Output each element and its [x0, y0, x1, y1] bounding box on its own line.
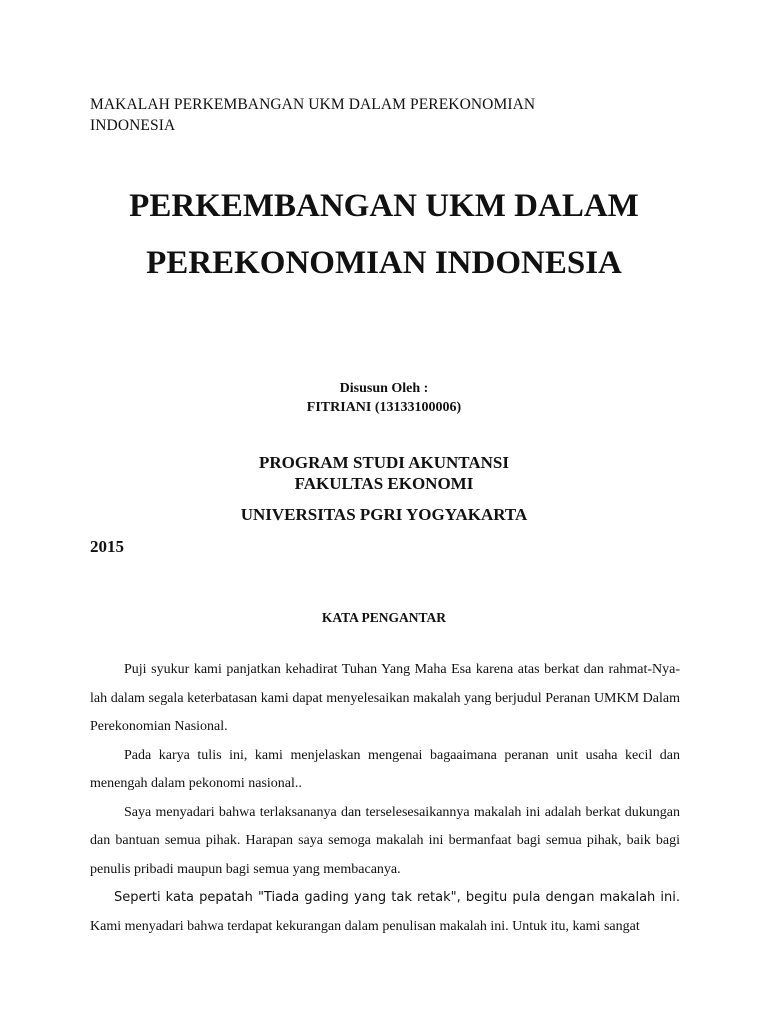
faculty-name: FAKULTAS EKONOMI: [294, 474, 474, 493]
body-text: [90, 656, 680, 941]
year: 2015: [90, 537, 124, 556]
author-label: Disusun Oleh :: [339, 381, 429, 396]
paragraph-4-rest: Kami menyadari bahwa terdapat kekurangan dalam penulisan makalah ini. Untuk itu, kami sangat: [90, 918, 640, 934]
document-header-line-2: INDONESIA: [90, 117, 176, 134]
title-line-2: PEREKONOMIAN INDONESIA: [146, 245, 622, 281]
program-name: PROGRAM STUDI AKUNTANSI: [259, 453, 509, 472]
section-heading: KATA PENGANTAR: [321, 610, 447, 625]
paragraph-3: Saya menyadari bahwa terlaksananya dan terselesesaikannya makalah ini adalah berkat dukungan dan bantuan semua pihak. Harapan saya semoga makalah ini bermanfaat bagi semua pihak, baik bagi penulis pribadi maupun bagi semua yang membacanya.: [90, 804, 680, 877]
paragraph-2: Pada karya tulis ini, kami menjelaskan mengenai bagaaimana peranan unit usaha kecil dan menengah dalam pekonomi nasional..: [90, 747, 680, 791]
document-header-line-1: MAKALAH PERKEMBANGAN UKM DALAM PEREKONOMIAN: [90, 96, 536, 113]
paragraph-1: Puji syukur kami panjatkan kehadirat Tuhan Yang Maha Esa karena atas berkat dan rahmat-Nya-lah dalam segala keterbatasan kami dapat menyelesaikan makalah yang berjudul Peranan UMKM Dalam Perekonomian Nasional.: [90, 662, 680, 734]
author-name: FITRIANI (13133100006): [306, 400, 462, 415]
university-name: UNIVERSITAS PGRI YOGYAKARTA: [240, 505, 528, 524]
title-line-1: PERKEMBANGAN UKM DALAM: [129, 188, 639, 224]
paragraph-4-start: Seperti kata pepatah "Tiada gading yang tak retak", begitu pula dengan makalah ini.: [114, 890, 680, 905]
paragraph-4: [90, 884, 680, 941]
